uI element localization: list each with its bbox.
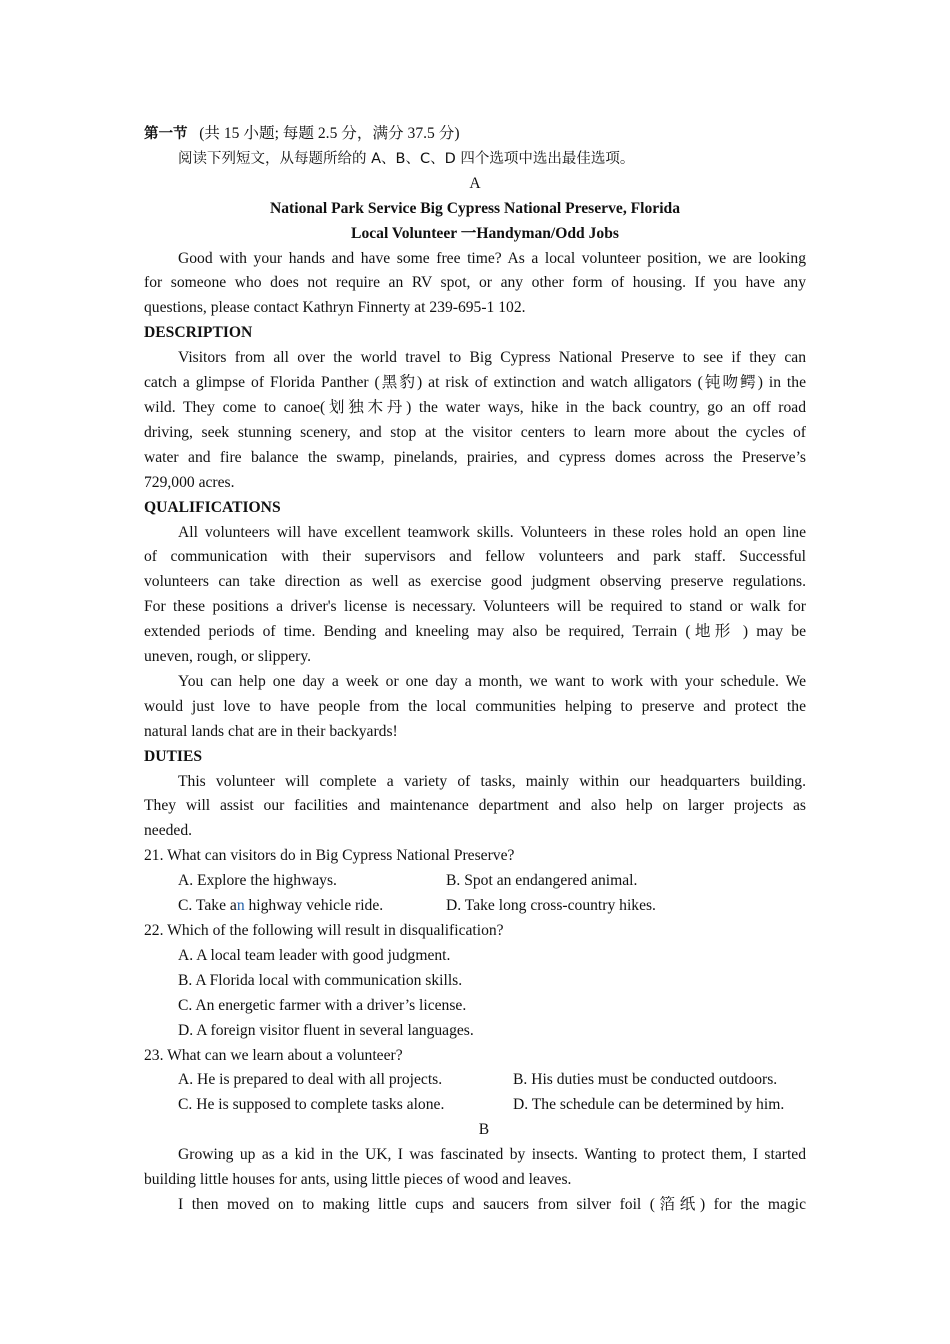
- description-line: Visitors from all over the world travel to Big Cypress National Preserve to see if they can: [178, 349, 806, 367]
- qualifications-line: All volunteers will have excellent teamwork skills. Volunteers in these roles hold an open line: [178, 523, 806, 541]
- description-line: wild. They come to canoe(划独木丹) the water ways, hike in the back country, go an off road: [144, 398, 806, 416]
- option-21-a: A. Explore the highways.: [178, 872, 337, 890]
- qualifications-heading: QUALIFICATIONS: [144, 498, 281, 516]
- qualifications-line: extended periods of time. Bending and kneeling may also be required, Terrain (地形 ) may be: [144, 623, 806, 641]
- intro-line: for someone who does not require an RV spot, or any other form of housing. If you have any: [144, 274, 806, 292]
- passage-a-subtitle: Local Volunteer 一Handyman/Odd Jobs: [351, 224, 619, 242]
- question-21-options-row2: [144, 894, 806, 919]
- option-22-d: D. A foreign visitor fluent in several languages.: [178, 1021, 474, 1039]
- passage-b-line: I then moved on to making little cups and saucers from silver foil (箔纸) for the magic: [178, 1195, 806, 1213]
- passage-b-letter: B: [478, 1121, 490, 1139]
- description-line: water and fire balance the swamp, pinelands, prairies, and cypress domes across the Preserve’s: [144, 448, 806, 466]
- intro-line: questions, please contact Kathryn Finnerty at 239-695-1 102.: [144, 299, 526, 317]
- schedule-line: You can help one day a week or one day a month, we want to work with your schedule. We: [178, 672, 806, 690]
- schedule-line: would just love to have people from the local communities helping to preserve and protect the: [144, 697, 806, 715]
- qualifications-line: For these positions a driver's license is necessary. Volunteers will be required to stand or walk for: [144, 598, 806, 616]
- passage-a-title: National Park Service Big Cypress National Preserve, Florida: [269, 199, 680, 217]
- qualifications-line: of communication with their supervisors and fellow volunteers and park staff. Successful: [144, 548, 806, 566]
- option-21-c: [178, 894, 446, 919]
- option-22-a: A. A local team leader with good judgment.: [178, 946, 451, 964]
- duties-line: needed.: [144, 822, 193, 840]
- section-instruction: 阅读下列短文，从每题所给的 A、B、C、D 四个选项中选出最佳选项。: [178, 150, 635, 167]
- question-22-stem: 22. Which of the following will result in disqualification?: [144, 922, 504, 939]
- section-header: [144, 122, 806, 147]
- option-21-c-text: C. Take a: [178, 897, 237, 915]
- duties-heading: DUTIES: [144, 747, 203, 765]
- section-label: 第一节: [144, 126, 188, 142]
- exam-page: [144, 122, 806, 1218]
- qualifications-line: volunteers can take direction as well as exercise good judgment observing preserve regulations.: [144, 573, 806, 591]
- passage-a-letter: A: [469, 174, 481, 192]
- section-info: (共 15 小题; 每题 2.5 分，满分 37.5 分): [199, 125, 460, 142]
- option-21-c-text-rest: highway vehicle ride.: [244, 897, 384, 915]
- duties-line: They will assist our facilities and maintenance department and also help on larger projects as: [144, 797, 806, 815]
- option-22-c: C. An energetic farmer with a driver’s license.: [178, 996, 467, 1014]
- passage-b-line: Growing up as a kid in the UK, I was fascinated by insects. Wanting to protect them, I started: [178, 1146, 806, 1164]
- description-line: 729,000 acres.: [144, 473, 235, 491]
- question-23-stem: 23. What can we learn about a volunteer?: [144, 1046, 403, 1064]
- question-23-options-row1: [144, 1068, 806, 1093]
- passage-b-line: building little houses for ants, using little pieces of wood and leaves.: [144, 1171, 572, 1189]
- option-23-d: D. The schedule can be determined by him.: [513, 1096, 785, 1114]
- intro-line: Good with your hands and have some free time? As a local volunteer position, we are looking: [178, 249, 806, 267]
- option-23-c: C. He is supposed to complete tasks alone.: [178, 1096, 445, 1114]
- option-21-c-highlight: n: [236, 897, 245, 915]
- option-22-b: B. A Florida local with communication skills.: [178, 971, 463, 989]
- question-21-stem: 21. What can visitors do in Big Cypress National Preserve?: [144, 847, 515, 865]
- description-line: driving, seek stunning scenery, and stop at the visitor centers to learn more about the cycles of: [144, 423, 806, 441]
- question-21-options-row1: [144, 869, 806, 894]
- duties-line: This volunteer will complete a variety of tasks, mainly within our headquarters building.: [178, 772, 806, 790]
- option-23-b: B. His duties must be conducted outdoors.: [513, 1071, 778, 1089]
- qualifications-line: uneven, rough, or slippery.: [144, 648, 312, 666]
- option-21-b: B. Spot an endangered animal.: [446, 872, 638, 890]
- description-heading: DESCRIPTION: [144, 324, 253, 342]
- description-line: catch a glimpse of Florida Panther (黑豹) at risk of extinction and watch alligators (钝吻鳄) in the: [144, 374, 806, 392]
- question-23-options-row2: [144, 1093, 806, 1118]
- schedule-line: natural lands chat are in their backyards!: [144, 722, 398, 740]
- option-23-a: A. He is prepared to deal with all projects.: [178, 1071, 443, 1089]
- option-21-d: D. Take long cross-country hikes.: [446, 897, 656, 915]
